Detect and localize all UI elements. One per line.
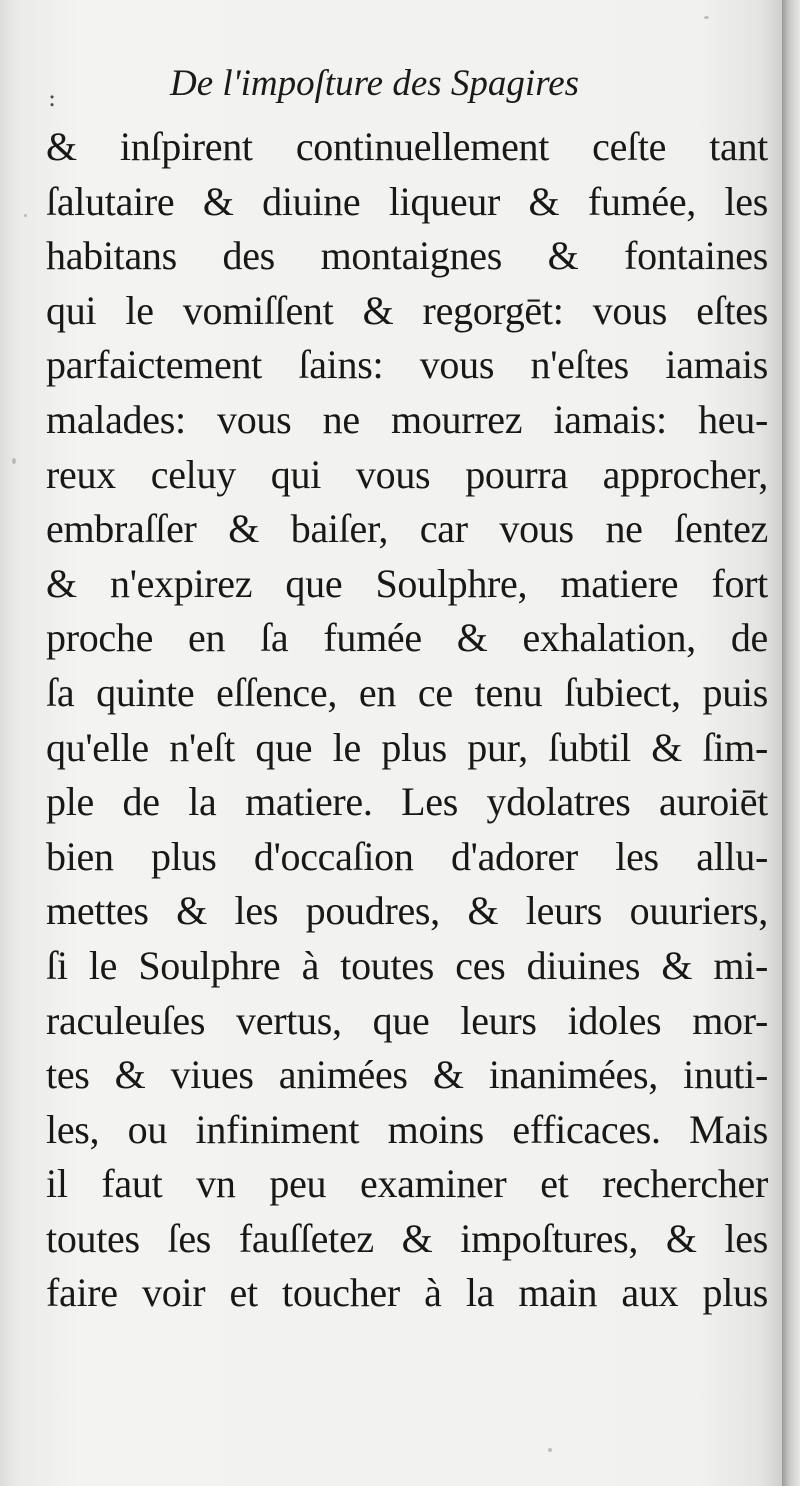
text-line: les, ou infiniment moins efficaces. Mais [46,1106,768,1152]
paper-speck [704,16,709,19]
text-line: qui le vomiſſent & regorgēt: vous eſtes [46,287,768,333]
text-line: reux celuy qui vous pourra approcher, [46,451,768,497]
text-line: tes & viues animées & inanimées, inuti- [46,1052,768,1098]
paper-speck [548,1448,552,1452]
text-line: bien plus d'occaſion d'adorer les allu- [46,833,768,879]
text-line: embraſſer & baiſer, car vous ne ſentez [46,506,768,552]
running-head: De l'impoſture des Spagires [170,63,580,104]
text-line: il faut vn peu examiner et rechercher [46,1161,768,1207]
text-line: ſalutaire & diuine liqueur & fumée, les [46,178,768,224]
text-line: raculeuſes vertus, que leurs idoles mor- [46,997,768,1043]
text-line: parfaictement ſains: vous n'eſtes iamais [46,342,768,388]
body-text [46,120,768,1321]
text-line: & n'expirez que Soulphre, matiere fort [46,560,768,606]
paper-speck [24,214,27,217]
page-edge-shadow [782,0,800,1486]
page-folio: : [48,84,59,112]
text-line: mettes & les poudres, & leurs ouuriers, [46,888,768,934]
text-line: qu'elle n'eſt que le plus pur, ſubtil & ſim- [46,724,768,770]
text-line: malades: vous ne mourrez iamais: heu- [46,396,768,442]
text-line: ple de la matiere. Les ydolatres auroiēt [46,779,768,825]
text-line: proche en ſa fumée & exhalation, de [46,615,768,661]
text-line: toutes ſes fauſſetez & impoſtures, & les [46,1215,768,1261]
text-line: habitans des montaignes & fontaines [46,233,768,279]
text-line: ſa quinte eſſence, en ce tenu ſubiect, puis [46,669,768,715]
text-line: & inſpirent continuellement ceſte tant [46,124,768,169]
text-line: faire voir et toucher à la main aux plus [46,1270,768,1316]
text-line: ſi le Soulphre à toutes ces diuines & mi- [46,942,768,988]
paper-speck [12,458,16,464]
